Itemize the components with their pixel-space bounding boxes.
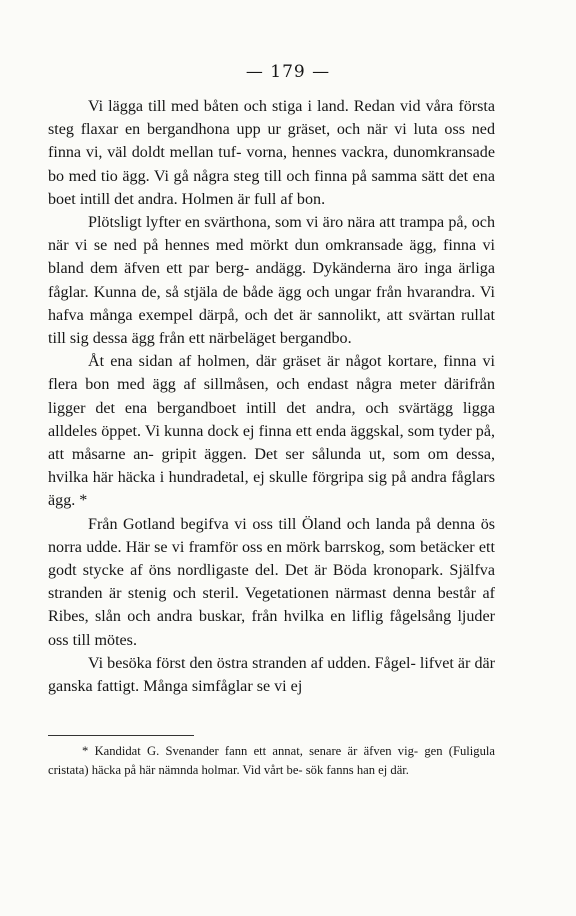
body-text xyxy=(48,95,495,698)
paragraph-3: Åt ena sidan af holmen, där gräset är något kortare, finna vi flera bon med ägg af sillmåsen, och endast några meter därifrån ligger det ena bergandboet intill det andra, och svärtägg ligga alldeles öppet. Vi kunna dock ej finna ett enda äggskal, som tyder på, att måsarne an- gripit äggen. Det ser sålunda ut, som om dessa, hvilka här häcka i hundradetal, ej skulle förgripa sig på andra fåglars ägg. * xyxy=(48,353,495,510)
footnote xyxy=(48,742,495,779)
paragraph-1: Vi lägga till med båten och stiga i land. Redan vid våra första steg flaxar en bergandhona upp ur gräset, och när vi luta oss ned finna vi, väl doldt mellan tuf- vorna, hennes vackra, dunomkransade bo med tio ägg. Vi gå några steg till och finna på samma sätt det ena boet intill det andra. Holmen är full af bon. xyxy=(48,98,495,208)
paragraph-4: Från Gotland begifva vi oss till Öland och landa på denna ös norra udde. Här se vi framför oss en mörk barrskog, som betäcker ett godt stycke af öns nordligaste del. Det är Böda kronopark. Själfva stranden är stenig och steril. Vegetationen närmast denna består af Ribes, slån och andra buskar, från hvilka en liflig fågelsång ljuder oss till mötes. xyxy=(48,515,495,649)
paragraph-2: Plötsligt lyfter en svärthona, som vi äro nära att trampa på, och när vi se ned på hennes med mörkt dun omkransade ägg, finna vi bland dem äfven ett par berg- andägg. Dykänderna äro inga ärliga fåglar. Kunna de, så stjäla de både ägg och ungar från hvarandra. Vi hafva många exempel därpå, och det är sannolikt, att svärtan rullat till sig dessa ägg från ett närbeläget bergandbo. xyxy=(48,214,495,348)
footnote-divider xyxy=(48,735,194,736)
footnote-text: * Kandidat G. Svenander fann ett annat, senare är äfven vig- gen (Fuligula cristata) häcka på här nämnda holmar. Vid vårt be- sök fanns han ej där. xyxy=(48,744,495,777)
page-number: — 179 — xyxy=(245,62,331,82)
paragraph-5: Vi besöka först den östra stranden af udden. Fågel- lifvet är där ganska fattigt. Många simfåglar se vi ej xyxy=(48,654,495,696)
